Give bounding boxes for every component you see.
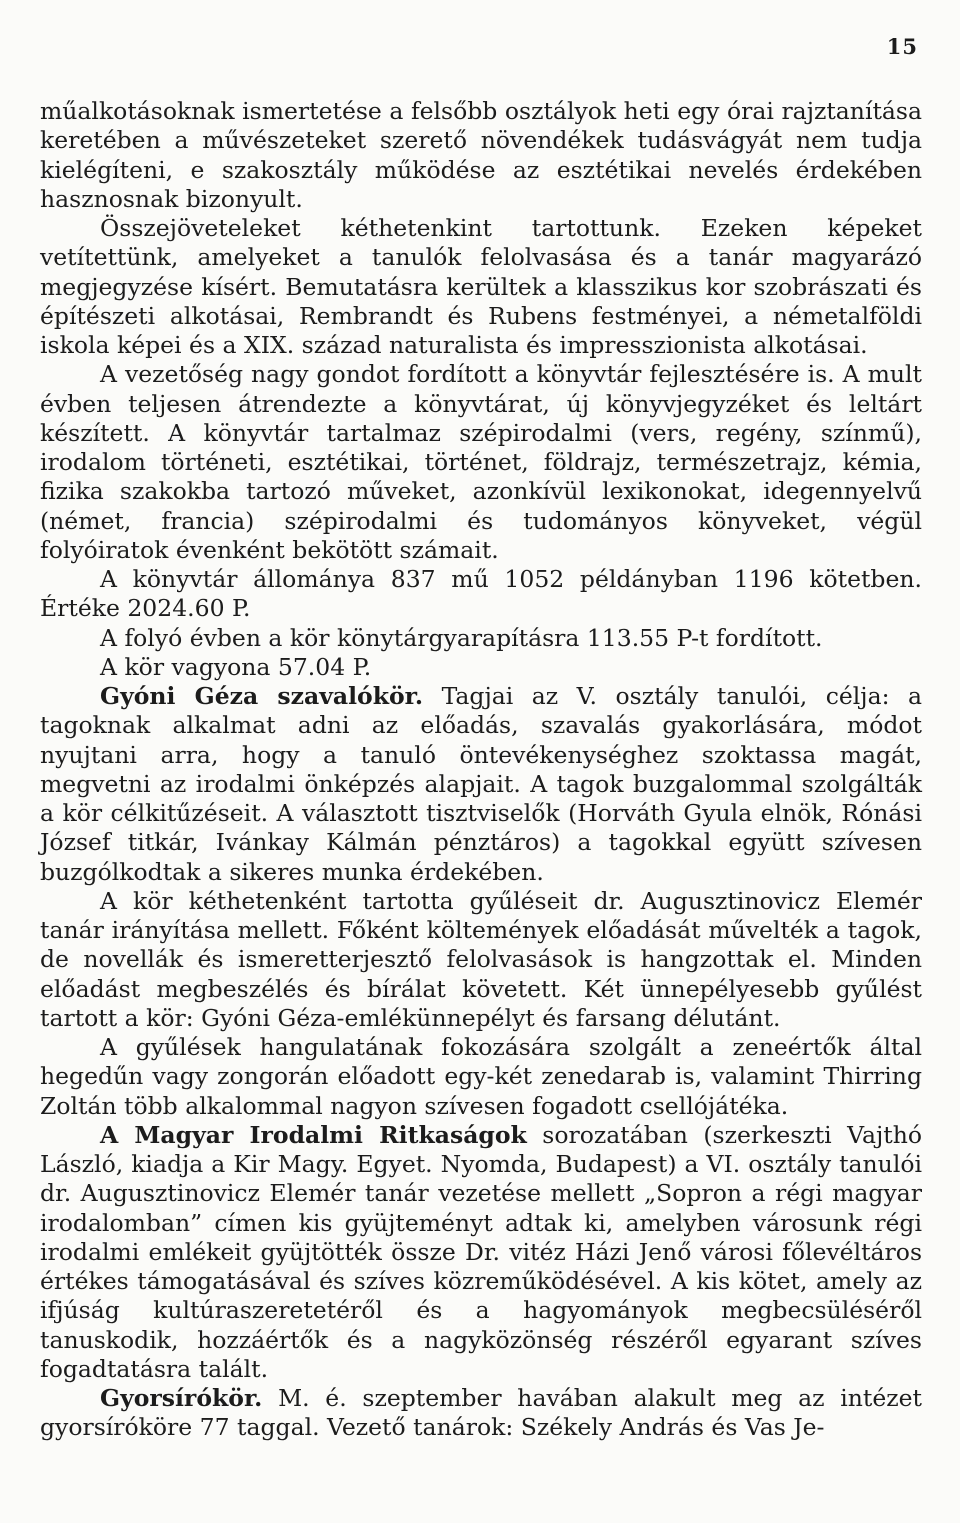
- paragraph-text: sorozatában (szerkeszti Vajthó László, kiadja a Kir Magy. Egyet. Nyomda, Budapest) a VI. osztály tanulói dr. Augusztinovicz Elemér tanár vezetése mellett „Sopron a régi magyar irodalomban” címen kis gyüjteményt adtak ki, amelyben városunk régi irodalmi emlékeit gyüjtötték össze Dr. vitéz Házi Jenő városi főlevéltáros értékes támogatásával és szíves közreműködésével. A kis kötet, amely az ifjúság kultúraszeretetéről és a hagyományok megbecsüléséről tanuskodik, hozzáértők és a nagyközönség részéről egyarant szíves fogadtatásra talált.: [40, 1120, 922, 1383]
- paragraph-text: A kör vagyona 57.04 P.: [100, 652, 372, 681]
- paragraph: [40, 624, 922, 653]
- paragraph: [40, 1121, 922, 1384]
- paragraph-text: Tagjai az V. osztály tanulói, célja: a tagoknak alkalmat adni az előadás, szavalás gyakorlására, módot nyujtani arra, hogy a tanuló öntevékenységhez szoktassa magát, megvetni az irodalmi önképzés alapjait. A tagok buzgalommal szolgálták a kör célkitűzéseit. A választott tisztviselők (Horváth Gyula elnök, Rónási József titkár, Ivánkay Kálmán pénztáros) a tagokkal együtt szívesen buzgólkodtak a sikeres munka érdekében.: [40, 682, 923, 886]
- paragraph-text: M. é. szeptember havában alakult meg az intézet gyorsíróköre 77 taggal. Vezető tanárok: Székely András és Vas Je-: [40, 1384, 922, 1442]
- paragraph-text: A vezetőség nagy gondot fordított a könyvtár fejlesztésére is. A mult évben teljesen átrendezte a könyvtárat, új könyvjegyzéket és leltárt készített. A könyvtár tartalmaz szépirodalmi (vers, regény, színmű), irodalom történeti, esztétikai, történet, földrajz, természetrajz, kémia, fizika szakokba tartozó műveket, azonkívül lexikonokat, idegennyelvű (német, francia) szépirodalmi és tudományos könyveket, végül folyóiratok évenként bekötött számait.: [40, 360, 922, 564]
- paragraph: [40, 214, 922, 360]
- paragraph: [40, 1384, 922, 1443]
- paragraph-text: A gyűlések hangulatának fokozására szolgált a zeneértők által hegedűn vagy zongorán előadott egy-két zenedarab is, valamint Thirring Zoltán több alkalommal nagyon szívesen fogadott csellójátéka.: [40, 1033, 922, 1120]
- paragraph: [40, 887, 922, 1033]
- paragraph-heading: Gyorsírókör.: [100, 1384, 263, 1412]
- body-text: [40, 97, 922, 1443]
- paragraph-text: A könyvtár állománya 837 mű 1052 példányban 1196 kötetben. Értéke 2024.60 P.: [40, 565, 922, 623]
- paragraph: [40, 565, 922, 624]
- paragraph-text: A folyó évben a kör könytárgyarapításra 113.55 P-t fordított.: [100, 623, 823, 652]
- paragraph-text: műalkotásoknak ismertetése a felsőbb osztályok heti egy órai rajztanítása keretében a művészeteket szerető növendékek tudásvágyát nem tudja kielégíteni, e szakosztály működése az esztétikai nevelés érdekében hasznosnak bizonyult.: [40, 97, 922, 213]
- page-number: 15: [886, 34, 918, 59]
- paragraph-text: A kör kéthetenként tartotta gyűléseit dr. Augusztinovicz Elemér tanár irányítása mellett. Főként költemények előadását művelték a tagok, de novellák és ismeretterjesztő felolvasások is hangzottak el. Minden előadást megbeszélés és bírálat követett. Két ünnepélyesebb gyűlést tartott a kör: Gyóni Géza-emlékünnepélyt és farsang délutánt.: [40, 886, 922, 1032]
- paragraph: [40, 97, 922, 214]
- paragraph: [40, 360, 922, 565]
- paragraph: [40, 653, 922, 682]
- paragraph-text: Összejöveteleket kéthetenkint tartottunk. Ezeken képeket vetítettünk, amelyeket a tanulók felolvasása és a tanár magyarázó megjegyzése kísért. Bemutatásra kerültek a klasszikus kor szobrászati és építészeti alkotásai, Rembrandt és Rubens festményei, a németalföldi iskola képei és a XIX. század naturalista és impresszionista alkotásai.: [40, 214, 922, 359]
- paragraph-heading: A Magyar Irodalmi Ritkaságok: [100, 1120, 527, 1149]
- paragraph: [40, 682, 922, 887]
- paragraph: [40, 1033, 922, 1121]
- paragraph-heading: Gyóni Géza szavalókör.: [100, 682, 424, 710]
